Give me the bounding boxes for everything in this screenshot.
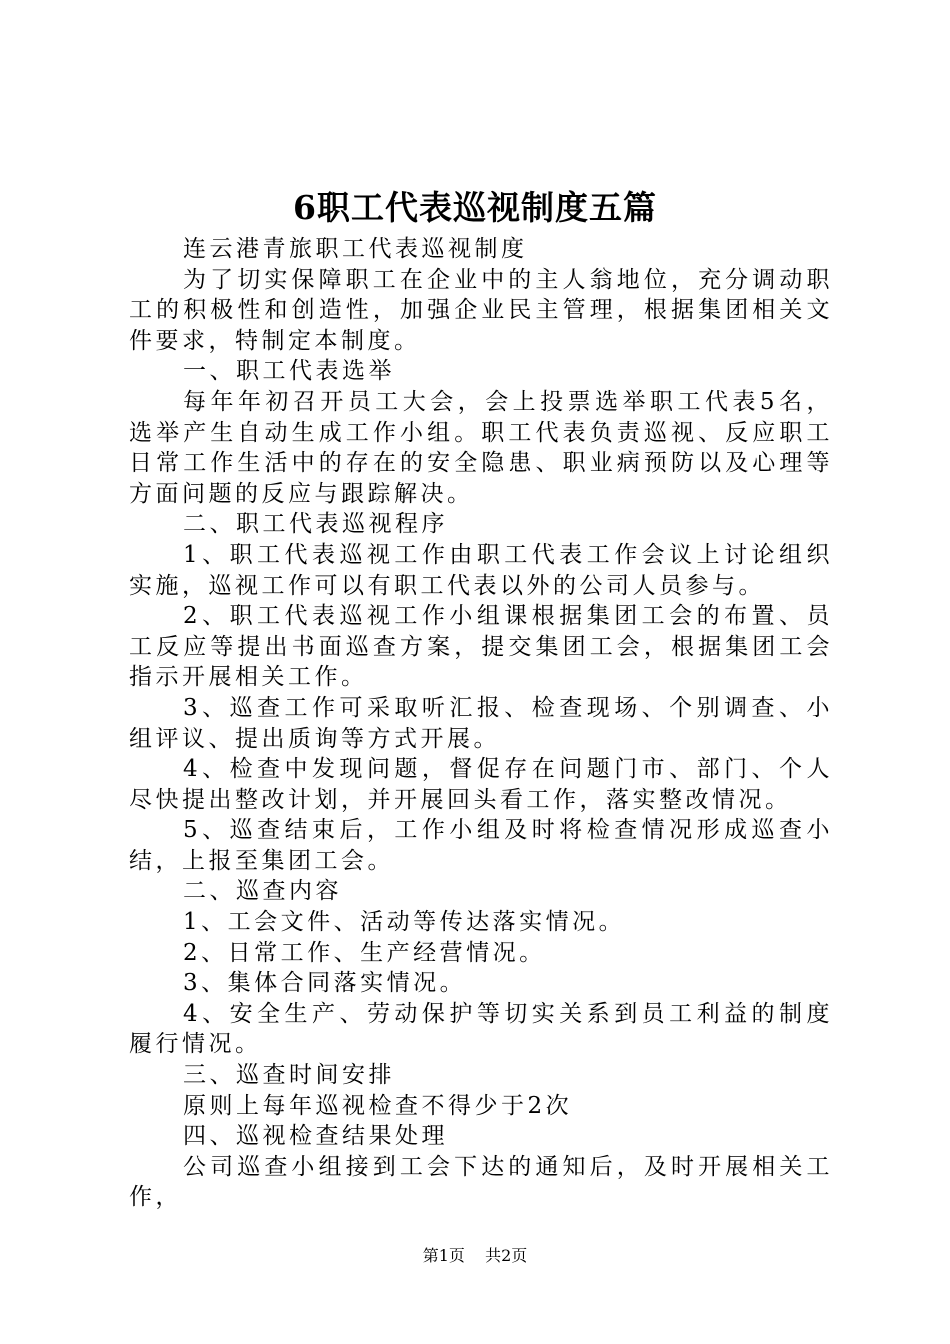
page-number: 第1页: [422, 1246, 465, 1265]
paragraph: 2、日常工作、生产经营情况。: [183, 939, 546, 966]
paragraph: 5、巡查结束后，工作小组及时将检查情况形成巡查小结，上报至集团工会。: [129, 817, 833, 874]
section-heading: 一、职工代表选举: [183, 358, 395, 385]
paragraph: 连云港青旅职工代表巡视制度: [183, 236, 528, 262]
paragraph: 2、职工代表巡视工作小组课根据集团工会的布置、员工反应等提出书面巡查方案，提交集团工会，根据集团工会指示开展相关工作。: [129, 603, 833, 691]
paragraph: 原则上每年巡视检查不得少于2次: [183, 1092, 573, 1119]
paragraph: 1、职工代表巡视工作由职工代表工作会议上讨论组织实施，巡视工作可以有职工代表以外的公司人员参与。: [129, 541, 833, 599]
section-heading: 二、巡查内容: [183, 878, 342, 905]
paragraph: 公司巡查小组接到工会下达的通知后，及时开展相关工作，: [129, 1153, 833, 1211]
section-heading: 三、巡查时间安排: [183, 1062, 395, 1089]
page-total: 共2页: [485, 1246, 528, 1265]
document-body: [129, 234, 833, 1213]
document-title: 6职工代表巡视制度五篇: [293, 188, 657, 227]
paragraph: 4、检查中发现问题，督促存在问题门市、部门、个人尽快提出整改计划，并开展回头看工作，落实整改情况。: [129, 756, 833, 813]
page-footer: [0, 1245, 950, 1267]
section-heading: 二、职工代表巡视程序: [183, 511, 448, 538]
paragraph: 3、巡查工作可采取听汇报、检查现场、个别调查、小组评议、提出质询等方式开展。: [129, 694, 833, 752]
section-heading: 四、巡视检查结果处理: [183, 1123, 448, 1150]
paragraph: 4、安全生产、劳动保护等切实关系到员工利益的制度履行情况。: [129, 1000, 833, 1058]
paragraph: 1、工会文件、活动等传达落实情况。: [183, 909, 626, 936]
paragraph: 为了切实保障职工在企业中的主人翁地位，充分调动职工的积极性和创造性，加强企业民主管理，根据集团相关文件要求，特制定本制度。: [129, 266, 833, 354]
paragraph: 3、集体合同落实情况。: [183, 970, 467, 997]
paragraph: 每年年初召开员工大会，会上投票选举职工代表5名，选举产生自动生成工作小组。职工代表负责巡视、反应职工日常工作生活中的存在的安全隐患、职业病预防以及心理等方面问题的反应与跟踪解决。: [129, 388, 833, 507]
